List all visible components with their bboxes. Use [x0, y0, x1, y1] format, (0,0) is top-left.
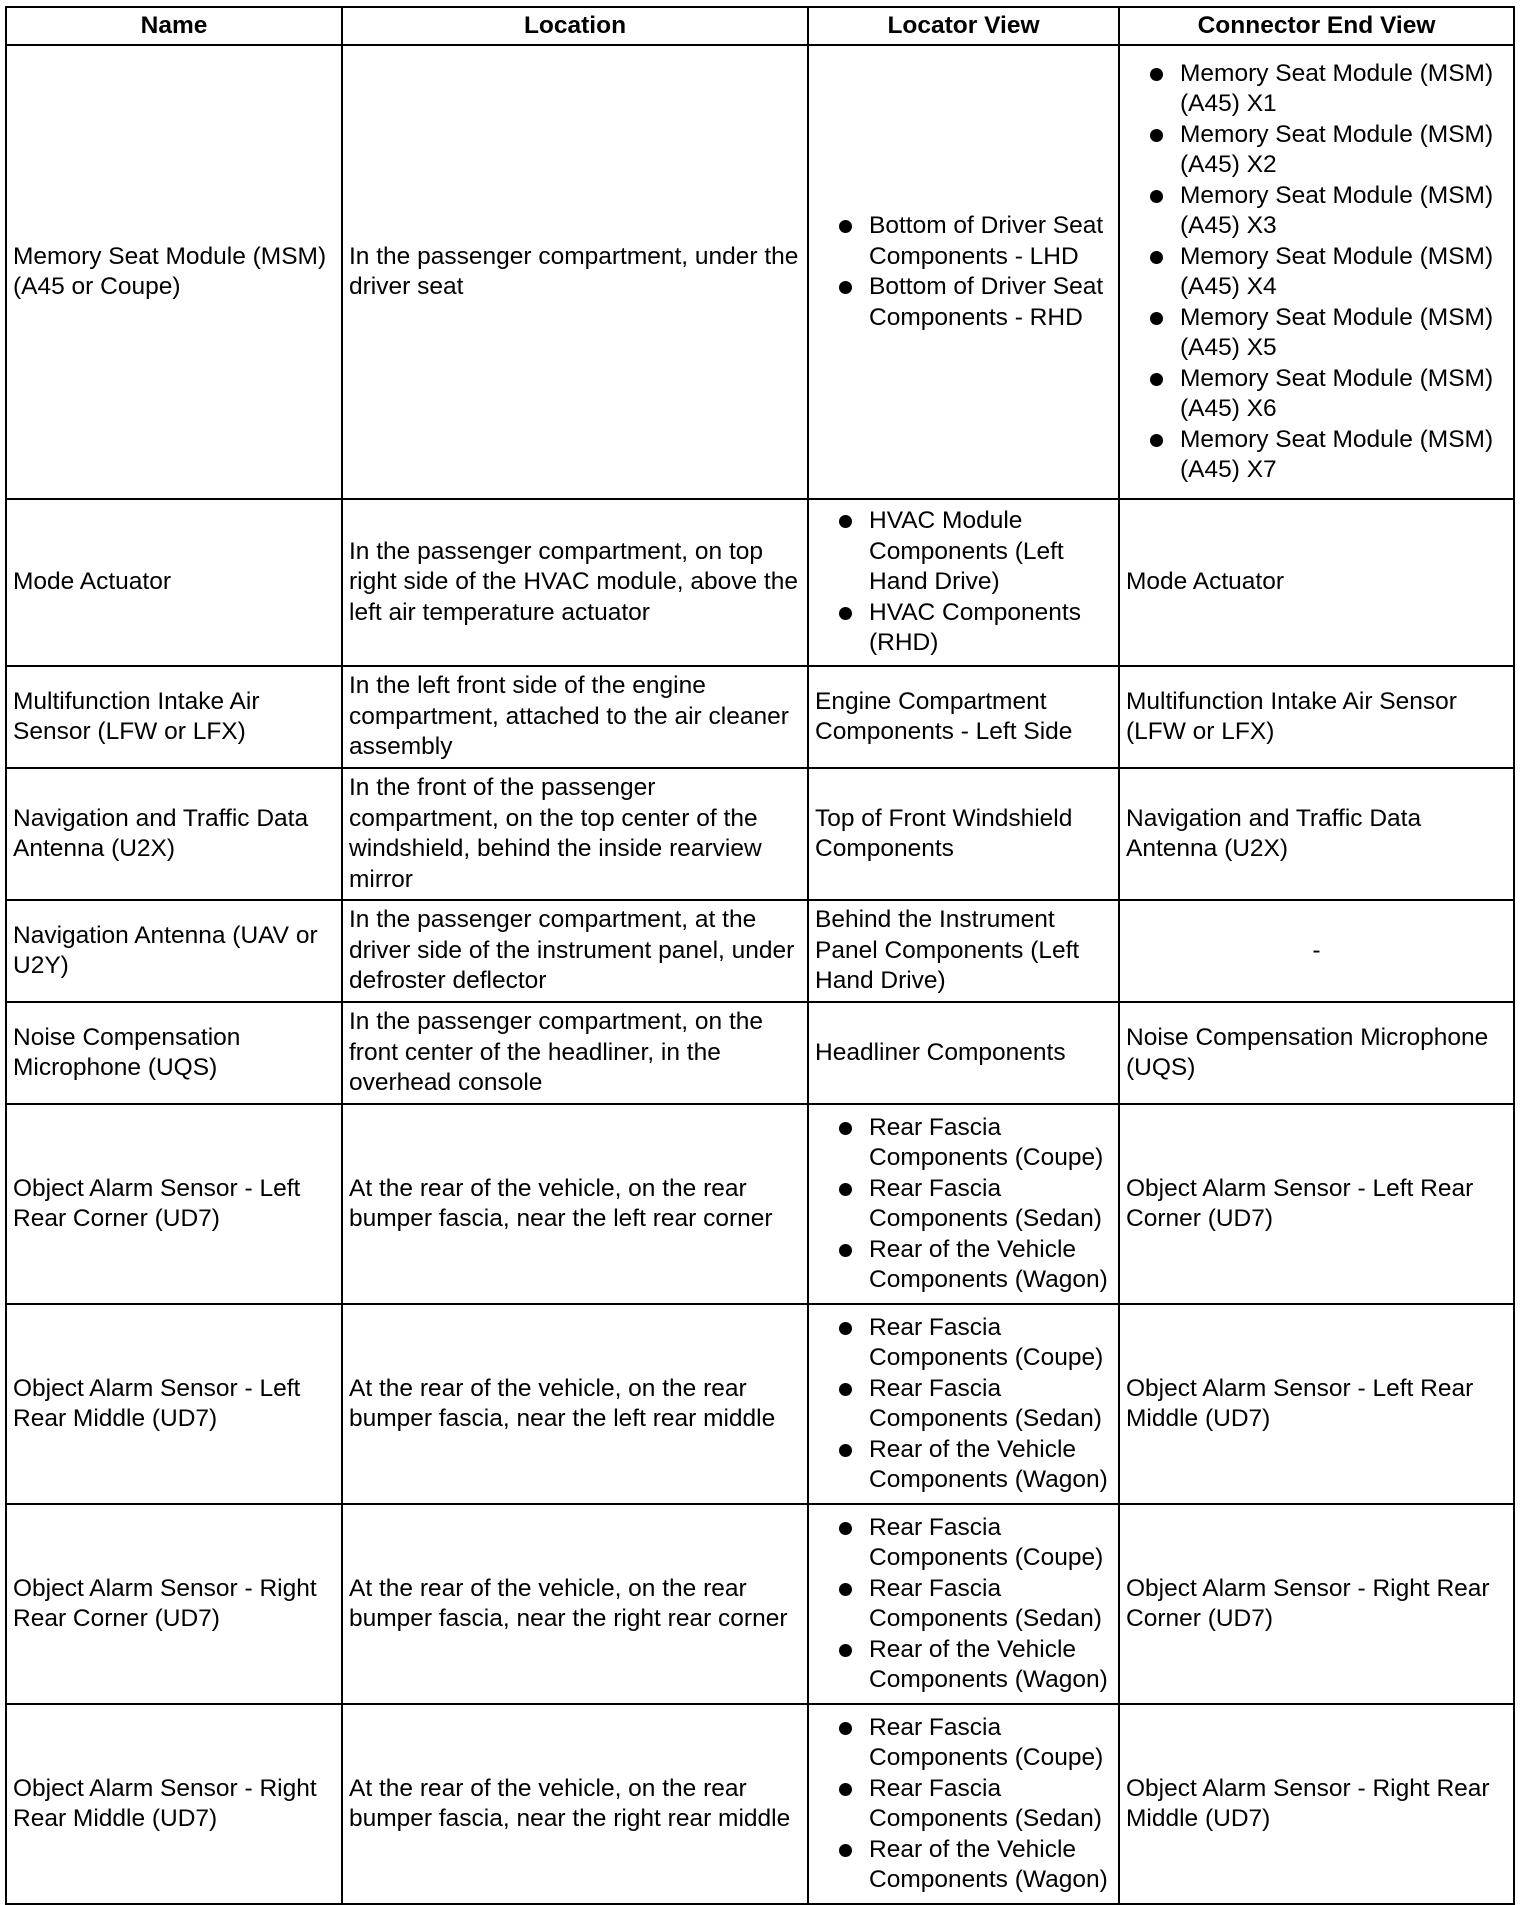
- cell-name: Noise Compensation Microphone (UQS): [6, 1002, 342, 1104]
- bullet-list: [815, 1713, 1112, 1896]
- cell-location: At the rear of the vehicle, on the rear bumper fascia, near the right rear middle: [342, 1704, 808, 1904]
- bullet-list: [1126, 59, 1507, 486]
- cell-location: At the rear of the vehicle, on the rear bumper fascia, near the left rear corner: [342, 1104, 808, 1304]
- list-item: Rear Fascia Components (Sedan): [839, 1774, 1112, 1835]
- cell-location: In the passenger compartment, under the driver seat: [342, 45, 808, 499]
- cell-name: Multifunction Intake Air Sensor (LFW or LFX): [6, 666, 342, 768]
- list-item: Bottom of Driver Seat Components - LHD: [839, 211, 1112, 272]
- cell-connector-end-view: [1119, 45, 1514, 499]
- cell-name: Memory Seat Module (MSM) (A45 or Coupe): [6, 45, 342, 499]
- header-row: [6, 7, 1514, 45]
- cell-name: Object Alarm Sensor - Left Rear Middle (UD7): [6, 1304, 342, 1504]
- bullet-list: [815, 1513, 1112, 1696]
- cell-locator-view: Engine Compartment Components - Left Side: [808, 666, 1119, 768]
- cell-location: In the passenger compartment, on the front center of the headliner, in the overhead console: [342, 1002, 808, 1104]
- list-item: Memory Seat Module (MSM) (A45) X3: [1150, 181, 1507, 242]
- cell-name: Object Alarm Sensor - Right Rear Middle (UD7): [6, 1704, 342, 1904]
- cell-locator-view: [808, 1504, 1119, 1704]
- cell-connector-end-view: Object Alarm Sensor - Right Rear Middle (UD7): [1119, 1704, 1514, 1904]
- list-item: Rear of the Vehicle Components (Wagon): [839, 1635, 1112, 1696]
- cell-name: Object Alarm Sensor - Right Rear Corner (UD7): [6, 1504, 342, 1704]
- list-item: Memory Seat Module (MSM) (A45) X5: [1150, 303, 1507, 364]
- list-item: Rear of the Vehicle Components (Wagon): [839, 1235, 1112, 1296]
- list-item: HVAC Module Components (Left Hand Drive): [839, 506, 1112, 598]
- cell-connector-end-view: Object Alarm Sensor - Right Rear Corner (UD7): [1119, 1504, 1514, 1704]
- cell-location: At the rear of the vehicle, on the rear bumper fascia, near the right rear corner: [342, 1504, 808, 1704]
- bullet-list: [815, 1313, 1112, 1496]
- cell-locator-view: Top of Front Windshield Components: [808, 768, 1119, 900]
- bullet-list: [815, 211, 1112, 333]
- cell-locator-view: [808, 499, 1119, 666]
- component-locator-table: [5, 6, 1515, 1905]
- cell-location: In the passenger compartment, at the driver side of the instrument panel, under defroster deflector: [342, 900, 808, 1002]
- header-locator-view: Locator View: [808, 7, 1119, 45]
- list-item: Rear of the Vehicle Components (Wagon): [839, 1435, 1112, 1496]
- table-row: [6, 1002, 1514, 1104]
- table-row: [6, 768, 1514, 900]
- cell-connector-end-view: Object Alarm Sensor - Left Rear Middle (UD7): [1119, 1304, 1514, 1504]
- list-item: Rear Fascia Components (Coupe): [839, 1713, 1112, 1774]
- header-connector-end-view: Connector End View: [1119, 7, 1514, 45]
- list-item: Rear of the Vehicle Components (Wagon): [839, 1835, 1112, 1896]
- list-item: Rear Fascia Components (Coupe): [839, 1113, 1112, 1174]
- bullet-list: [815, 506, 1112, 659]
- list-item: Memory Seat Module (MSM) (A45) X7: [1150, 425, 1507, 486]
- list-item: Rear Fascia Components (Sedan): [839, 1174, 1112, 1235]
- table-row: [6, 1704, 1514, 1904]
- cell-location: In the left front side of the engine compartment, attached to the air cleaner assembly: [342, 666, 808, 768]
- list-item: Memory Seat Module (MSM) (A45) X6: [1150, 364, 1507, 425]
- cell-location: In the front of the passenger compartment, on the top center of the windshield, behind the inside rearview mirror: [342, 768, 808, 900]
- table-body: [6, 45, 1514, 1904]
- cell-location: In the passenger compartment, on top right side of the HVAC module, above the left air temperature actuator: [342, 499, 808, 666]
- table-row: [6, 45, 1514, 499]
- table-row: [6, 1304, 1514, 1504]
- cell-connector-end-view: Mode Actuator: [1119, 499, 1514, 666]
- table-row: [6, 900, 1514, 1002]
- list-item: Memory Seat Module (MSM) (A45) X1: [1150, 59, 1507, 120]
- table-row: [6, 1104, 1514, 1304]
- list-item: Rear Fascia Components (Coupe): [839, 1313, 1112, 1374]
- cell-locator-view: Behind the Instrument Panel Components (Left Hand Drive): [808, 900, 1119, 1002]
- cell-name: Navigation and Traffic Data Antenna (U2X): [6, 768, 342, 900]
- cell-connector-end-view: Object Alarm Sensor - Left Rear Corner (UD7): [1119, 1104, 1514, 1304]
- header-name: Name: [6, 7, 342, 45]
- table-row: [6, 1504, 1514, 1704]
- list-item: Bottom of Driver Seat Components - RHD: [839, 272, 1112, 333]
- cell-locator-view: [808, 1704, 1119, 1904]
- cell-locator-view: [808, 1304, 1119, 1504]
- list-item: Memory Seat Module (MSM) (A45) X4: [1150, 242, 1507, 303]
- list-item: Rear Fascia Components (Sedan): [839, 1574, 1112, 1635]
- table-row: [6, 666, 1514, 768]
- cell-name: Mode Actuator: [6, 499, 342, 666]
- list-item: HVAC Components (RHD): [839, 598, 1112, 659]
- bullet-list: [815, 1113, 1112, 1296]
- list-item: Rear Fascia Components (Coupe): [839, 1513, 1112, 1574]
- header-location: Location: [342, 7, 808, 45]
- cell-locator-view: [808, 45, 1119, 499]
- cell-locator-view: Headliner Components: [808, 1002, 1119, 1104]
- cell-connector-end-view: Multifunction Intake Air Sensor (LFW or LFX): [1119, 666, 1514, 768]
- cell-name: Navigation Antenna (UAV or U2Y): [6, 900, 342, 1002]
- list-item: Rear Fascia Components (Sedan): [839, 1374, 1112, 1435]
- cell-connector-end-view: Noise Compensation Microphone (UQS): [1119, 1002, 1514, 1104]
- cell-connector-end-view: -: [1119, 900, 1514, 1002]
- cell-location: At the rear of the vehicle, on the rear bumper fascia, near the left rear middle: [342, 1304, 808, 1504]
- list-item: Memory Seat Module (MSM) (A45) X2: [1150, 120, 1507, 181]
- cell-locator-view: [808, 1104, 1119, 1304]
- cell-connector-end-view: Navigation and Traffic Data Antenna (U2X): [1119, 768, 1514, 900]
- table-row: [6, 499, 1514, 666]
- cell-name: Object Alarm Sensor - Left Rear Corner (UD7): [6, 1104, 342, 1304]
